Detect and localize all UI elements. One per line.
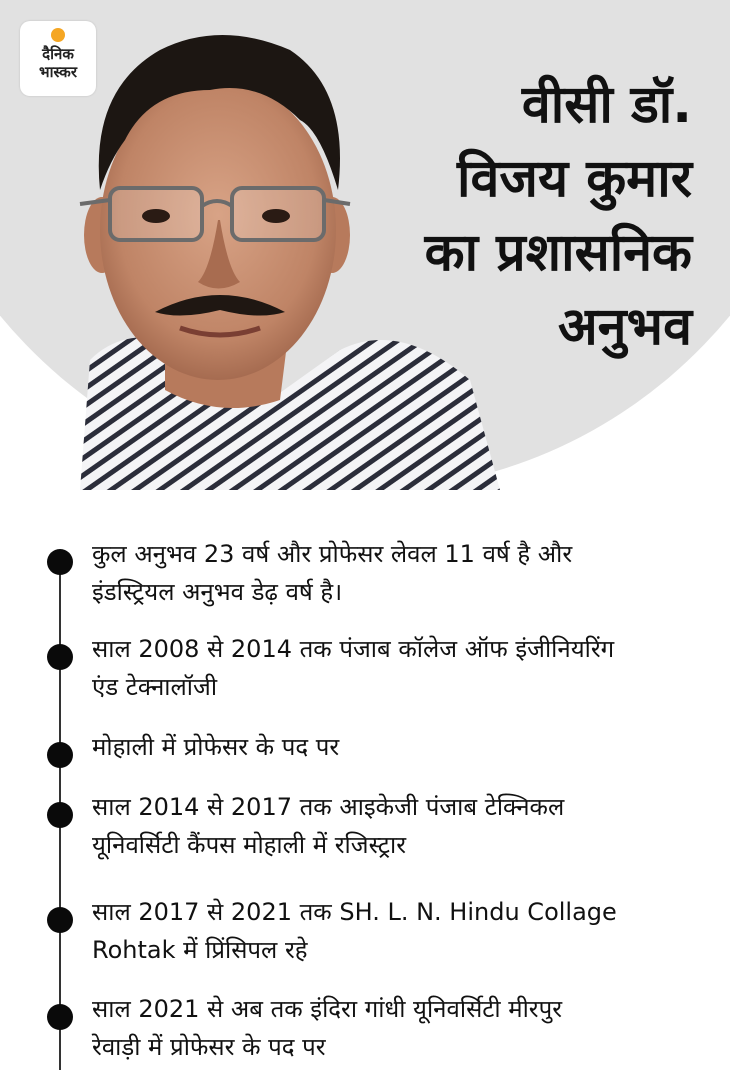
logo-text-line-2: भास्कर xyxy=(39,63,77,81)
timeline-item-line: यूनिवर्सिटी कैंपस मोहाली में रजिस्ट्रार xyxy=(92,831,407,859)
timeline-item-text xyxy=(92,788,692,864)
timeline-item-line: मोहाली में प्रोफेसर के पद पर xyxy=(92,733,340,761)
dainik-bhaskar-logo xyxy=(20,21,96,96)
timeline-item-text xyxy=(92,893,692,969)
headline-line-2: विजय कुमार xyxy=(457,149,692,209)
headline-line-3: का प्रशासनिक xyxy=(424,223,692,283)
sun-icon xyxy=(51,28,65,42)
timeline-item-text xyxy=(92,630,692,706)
bullet-icon xyxy=(47,549,73,575)
headline-line-1: वीसी डॉ. xyxy=(521,75,692,135)
headline-line-4: अनुभव xyxy=(557,297,692,357)
timeline-item-line: इंडस्ट्रियल अनुभव डेढ़ वर्ष है। xyxy=(92,578,343,606)
timeline-item-text xyxy=(92,535,692,611)
timeline-item-line: साल 2017 से 2021 तक SH. L. N. Hindu Collage xyxy=(92,898,617,926)
logo-text-line-1: दैनिक xyxy=(42,45,74,63)
timeline-item-line: कुल अनुभव 23 वर्ष और प्रोफेसर लेवल 11 वर्ष है और xyxy=(92,540,573,568)
timeline-item-text xyxy=(92,990,692,1066)
timeline-item-line: साल 2008 से 2014 तक पंजाब कॉलेज ऑफ इंजीनियरिंग xyxy=(92,635,615,663)
timeline-item-text xyxy=(92,728,692,766)
headline xyxy=(332,68,692,364)
bullet-icon xyxy=(47,644,73,670)
timeline-item-line: साल 2021 से अब तक इंदिरा गांधी यूनिवर्सिटी मीरपुर xyxy=(92,995,563,1023)
bullet-icon xyxy=(47,907,73,933)
timeline-item-line: एंड टेक्नालॉजी xyxy=(92,673,218,701)
header-section xyxy=(0,0,730,520)
bullet-icon xyxy=(47,742,73,768)
timeline-item-line: Rohtak में प्रिंसिपल रहे xyxy=(92,936,308,964)
bullet-icon xyxy=(47,802,73,828)
timeline-item-line: साल 2014 से 2017 तक आइकेजी पंजाब टेक्निकल xyxy=(92,793,565,821)
timeline-item-line: रेवाड़ी में प्रोफेसर के पद पर xyxy=(92,1033,326,1061)
experience-timeline xyxy=(0,520,730,1091)
bullet-icon xyxy=(47,1004,73,1030)
